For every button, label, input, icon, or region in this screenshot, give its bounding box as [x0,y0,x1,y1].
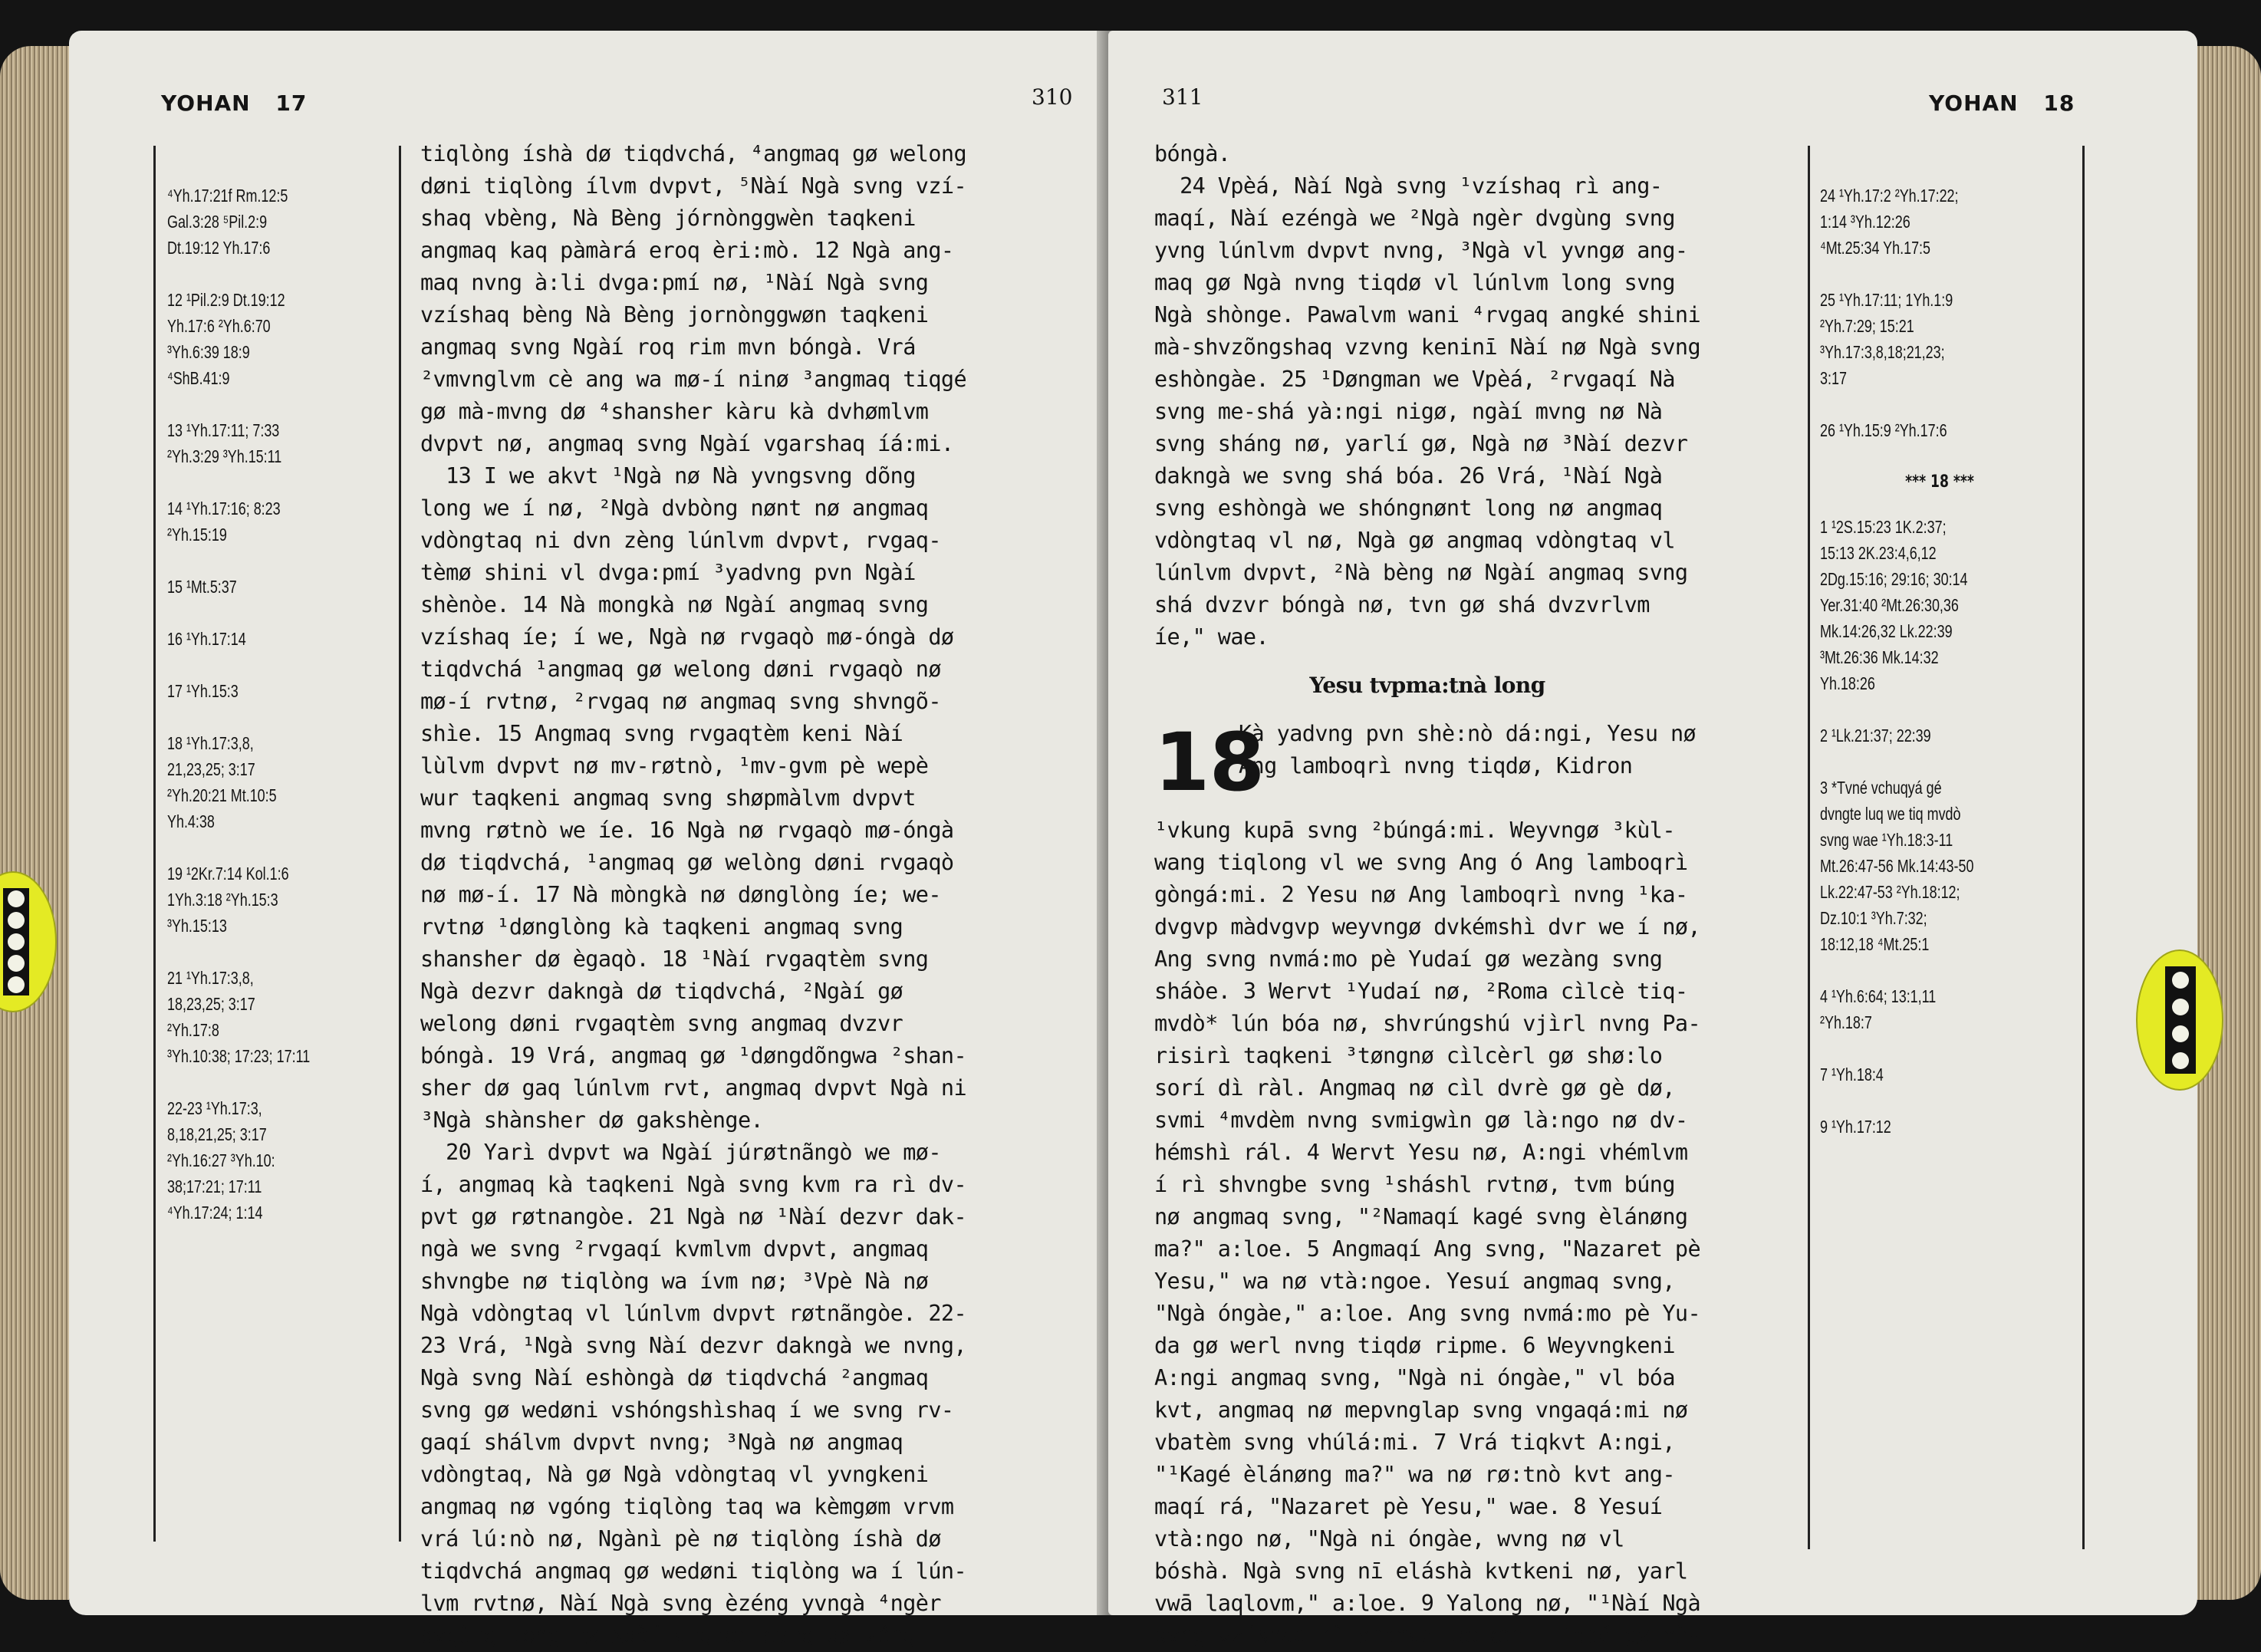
text-line: dvpvt nø, angmaq svng Ngàí vgarshaq íá:mi. [420,431,954,456]
section-heading: Yesu tvpma:tnà long [1309,673,1545,698]
text-line: "¹Kagé èlánøng ma?" wa nø rø:tnò kvt ang- [1154,1462,1675,1487]
text-line: da gø werl nvng tiqdø ripme. 6 Weyvngkeni [1154,1333,1675,1358]
text-line: Ngà shònge. Pawalvm wani ⁴rvgaq angké shini [1154,302,1701,327]
text-line: vdòngtaq, Nà gø Ngà vdòngtaq vl yvngkeni [420,1462,929,1487]
text-line: wur taqkeni angmaq svng shøpmàlvm dvpvt [420,785,916,811]
text-line: vbatèm svng vhúlá:mi. 7 Vrá tiqkvt A:ngi, [1154,1430,1675,1455]
text-line: svng gø wedøni vshóngshìshaq í we svng rv- [420,1397,954,1423]
text-line: ngà we svng ²rvgaqí kvmlvm dvpvt, angmaq [420,1236,929,1262]
cross-reference: 18 ¹Yh.17:3,8, 21,23,25; 3:17 ²Yh.20:21 Mt.10:5 Yh.4:38 [167,733,277,831]
text-line: Ngà vdòngtaq vl lúnlvm dvpvt røtnãngòe. 22- [420,1301,967,1326]
cross-reference: 26 ¹Yh.15:9 ²Yh.17:6 [1820,420,1947,440]
cross-reference: 14 ¹Yh.17:16; 8:23 ²Yh.15:19 [167,499,281,545]
cross-reference-column-right [1820,183,2059,1166]
right-page [1108,31,2197,1648]
text-line: eshòngàe. 25 ¹Døngman we Vpèá, ²rvgaqí Nà [1154,367,1675,392]
text-line: mà-shvzõngshaq vzvng keninī Nàí nø Ngà svng [1154,334,1701,360]
text-line: vdòngtaq vl nø, Ngà gø angmaq vdòngtaq vl [1154,528,1675,553]
text-line: vtà:ngo nø, "Ngà ni óngàe, wvng nø vl [1154,1526,1624,1552]
text-line: gòngá:mi. 2 Yesu nø Ang lamboqrì nvng ¹ka- [1154,882,1688,907]
cross-reference: 15 ¹Mt.5:37 [167,577,237,597]
text-line: maqí, Nàí ezéngà we ²Ngà ngèr dvgùng svng [1154,206,1675,231]
text-line: tiqdvchá ¹angmaq gø welong døni rvgaqò nø [420,657,941,682]
text-line: svng sháng nø, yarlí gø, Ngà nø ³Nàí dezvr [1154,431,1688,456]
text-line: Ang lamboqrì nvng tiqdø, Kidron [1239,753,1633,778]
text-line: rvtnø ¹dønglòng kà taqkeni angmaq svng [420,914,903,940]
scripture-text-left [420,138,966,1652]
right-page-edges [2197,46,2261,1600]
cross-reference: 1 ¹2S.15:23 1K.2:37; 15:13 2K.23:4,6,12 2Dg.15:16; 29:16; 30:14 Yer.31:40 ²Mt.26:30,36 Mk.14:26,32 Lk.22:39 ³Mt.26:36 Mk.14:32 Yh.18:26 [1820,517,1968,693]
left-page [69,31,1104,1648]
text-line: shá dvzvr bóngà nø, tvn gø shá dvzvrlvm [1154,592,1650,617]
cross-reference: 25 ¹Yh.17:11; 1Yh.1:9 ²Yh.7:29; 15:21 ³Yh.17:3,8,18;21,23; 3:17 [1820,290,1953,388]
text-line: svng vzíshaq rì angmaq taqkeni tiqgé gø mà- [1154,1623,1701,1648]
text-line: dvgvp màdvgvp weyvngø dvkémshì dvr we í nø, [1154,914,1701,940]
chapter-drop-number: 18 [1154,716,1265,809]
chapter-first-lines [1239,718,1696,782]
text-line: tiqdvchá angmaq gø wedøni tiqlòng wa í lún- [420,1558,967,1584]
text-line: sher dø gaq lúnlvm rvt, angmaq dvpvt Ngà ni [420,1075,967,1101]
text-line: angmaq kaq pàmàrá eroq èri:mò. 12 Ngà ang- [420,238,954,263]
text-line: ³Ngà shànsher dø gakshènge. [420,1107,764,1133]
text-line: íe," wae. [1154,624,1269,650]
chapter-ref-header: *** 18 *** [1905,472,1974,492]
text-line: svng me-shá yà:ngi nigø, ngàí mvng nø Nà [1154,399,1663,424]
text-line: í rì shvngbe svng ¹sháshl rvtnø, tvm búng [1154,1172,1675,1197]
text-line: dakngà we svng shá bóa. 26 Vrá, ¹Nàí Ngà [1154,463,1663,489]
cross-reference: 19 ¹2Kr.7:14 Kol.1:6 1Yh.3:18 ²Yh.15:3 ³Yh.15:13 [167,864,289,936]
text-line: sháòe. 3 Wervt ¹Yudaí nø, ²Roma cìlcè tiq- [1154,979,1688,1004]
text-line: vzíshaq íe; í we, Ngà nø rvgaqò mø-óngà dø [420,624,954,650]
cross-reference: ⁴Yh.17:21f Rm.12:5 Gal.3:28 ⁵Pil.2:9 Dt.19:12 Yh.17:6 [167,186,288,258]
text-line: A:ngi angmaq svng, "Ngà ni óngàe," vl bóa [1154,1365,1675,1390]
cross-reference: 2 ¹Lk.21:37; 22:39 [1820,726,1931,745]
text-line: kvt, angmaq nø mepvnglap svng vngaqá:mi nø [1154,1397,1688,1423]
tab-film-strip [2165,966,2196,1074]
text-line: shìe. 15 Angmaq svng rvgaqtèm keni Nàí [420,721,903,746]
cross-reference: 24 ¹Yh.17:2 ²Yh.17:22; 1:14 ³Yh.12:26 ⁴Mt.25:34 Yh.17:5 [1820,186,1959,258]
page-number-left: 310 [1032,84,1073,110]
text-line: hémshì rál. 4 Wervt Yesu nø, A:ngi vhémlvm [1154,1140,1688,1165]
text-line: bóshà. Ngà svng nī eláshà kvtkeni nø, yarl [1154,1558,1688,1584]
text-line: 23 Vrá, ¹Ngà svng Nàí dezvr dakngà we nvng, [420,1333,967,1358]
text-line: "Ngà óngàe," a:loe. Ang svng nvmá:mo pè Yu- [1154,1301,1701,1326]
page-number-right: 311 [1162,84,1203,110]
text-line: ¹vkung kupā svng ²búngá:mi. Weyvngø ³kùl- [1154,818,1675,843]
scripture-text-right [1154,138,1700,1652]
cross-reference: 3 *Tvné vchuqyá gé dvngte luq we tiq mvdò svng wae ¹Yh.18:3-11 Mt.26:47-56 Mk.14:43-50 Lk.22:47-53 ²Yh.18:12; Dz.10:1 ³Yh.7:32; 18:12,18 ⁴Mt.25:1 [1820,778,1974,954]
text-line: shvngbe nø tiqlòng wa ívm nø; ³Vpè Nà nø [420,1269,929,1294]
text-line: lúnlvm dvpvt, ²Nà bèng nø Ngàí angmaq svng [1154,560,1688,585]
cross-reference: 22-23 ¹Yh.17:3, 8,18,21,25; 3:17 ²Yh.16:27 ³Yh.10: 38;17:21; 17:11 ⁴Yh.17:24; 1:14 [167,1098,275,1223]
text-line: nø angmaq svng, "²Namaqí kagé svng èlánøng [1154,1204,1688,1229]
text-line: mø-í rvtnø, ²rvgaq nø angmaq svng shvngõ- [420,689,941,714]
text-line: lvm rvtnø, Nàí Ngà svng èzéng yvngà ⁴ngèr [420,1591,941,1616]
text-line: mvdò* lún bóa nø, shvrúngshú vjìrl nvng Pa- [1154,1011,1701,1036]
text-line: bóngà. 19 Vrá, angmaq gø ¹døngdõngwa ²shan- [420,1043,967,1068]
margin-rule-right [2082,146,2085,1549]
text-line: maq nvng à:li dvga:pmí nø, ¹Nàí Ngà svng [420,270,929,295]
text-line: Ngà svng Nàí eshòngà dø tiqdvchá ²angmaq [420,1365,929,1390]
column-rule-left [399,146,401,1542]
text-line: Kà yadvng pvn shè:nò dá:ngi, Yesu nø [1239,721,1697,746]
text-line: nø mø-í. 17 Nà mòngkà nø dønglòng íe; we- [420,882,941,907]
text-line: vzíshaq bèng Nà Bèng jornònggwøn taqkeni [420,302,929,327]
cross-reference: 7 ¹Yh.18:4 [1820,1065,1884,1084]
column-rule-right [1808,146,1810,1549]
chapter-number: 17 [275,90,308,116]
text-line: sorí dì ràl. Angmaq nø cìl dvrè gø gè dø, [1154,1075,1675,1101]
text-line: maq gø Ngà nvng tiqdø vl lúnlvm long svng [1154,270,1675,295]
tab-film-strip [3,888,29,995]
text-line: 13 I we akvt ¹Ngà nø Nà yvngsvng dõng [420,463,916,489]
text-line: maqí rá, "Nazaret pè Yesu," wae. 8 Yesuí [1154,1494,1663,1519]
text-line: shènòe. 14 Nà mongkà nø Ngàí angmaq svng [420,592,929,617]
cross-reference: 17 ¹Yh.15:3 [167,681,239,701]
text-line: Ang svng nvmá:mo pè Yudaí gø wezàng svng [1154,946,1663,972]
text-line: 20 Yarì dvpvt wa Ngàí júrøtnãngò we mø- [420,1140,941,1165]
text-line: shaq vbèng, Nà Bèng jórnònggwèn taqkeni [420,206,916,231]
text-line: risirì taqkeni ³tøngnø cìlcèrl gø shø:lo [1154,1043,1663,1068]
text-line: gø mà-mvng dø ⁴shansher kàru kà dvhømlvm [420,399,929,424]
text-line: døni tiqlòng ílvm dvpvt, ⁵Nàí Ngà svng vzí- [420,173,967,199]
text-line: pvt gø røtnangòe. 21 Ngà nø ¹Nàí dezvr dak- [420,1204,967,1229]
text-line: tiqlòng íshà dø tiqdvchá, ⁴angmaq gø welong [420,141,967,166]
cross-reference: 12 ¹Pil.2:9 Dt.19:12 Yh.17:6 ²Yh.6:70 ³Yh.6:39 18:9 ⁴ShB.41:9 [167,290,285,388]
text-line: yvng lúnlvm dvpvt nvng, ³Ngà vl yvngø ang- [1154,238,1688,263]
cross-reference: 9 ¹Yh.17:12 [1820,1117,1891,1137]
text-line: wang tiqlong vl we svng Ang ó Ang lamboqrì [1154,850,1688,875]
running-header-left [161,90,307,116]
text-line: ²vmvnglvm cè ang wa mø-í ninø ³angmaq tiqgé [420,367,967,392]
text-line: bóngà. [1154,141,1231,166]
text-line: welong døni rvgaqtèm svng angmaq dvzvr [420,1011,903,1036]
text-line: mvng røtnò we íe. 16 Ngà nø rvgaqò mø-óngà [420,818,954,843]
text-line: long we í nø, ²Ngà dvbòng nønt nø angmaq [420,495,929,521]
text-line: dvgùng long nø Ngàí angmaq svng gø zéng [420,1623,916,1648]
text-line: Yesu," wa nø vtà:ngoe. Yesuí angmaq svng, [1154,1269,1675,1294]
running-header-right [1929,90,2075,116]
thumb-index-tab-right[interactable] [2136,949,2223,1091]
margin-rule-left [153,146,156,1542]
cross-reference: 13 ¹Yh.17:11; 7:33 ²Yh.3:29 ³Yh.15:11 [167,420,282,466]
text-line: vrá lú:nò nø, Ngànì pè nø tiqlòng íshà dø [420,1526,941,1552]
text-line: svmi ⁴mvdèm nvng svmigwìn gø là:ngo nø dv- [1154,1107,1688,1133]
chapter-opening [1154,718,1700,814]
text-line: dø tiqdvchá, ¹angmaq gø welòng døni rvgaqò [420,850,954,875]
text-line: svng eshòngà we shóngnønt long nø angmaq [1154,495,1663,521]
book-name: YOHAN [1929,90,2019,116]
cross-reference: 4 ¹Yh.6:64; 13:1,11 ²Yh.18:7 [1820,986,1937,1032]
text-line: ma?" a:loe. 5 Angmaqí Ang svng, "Nazaret pè [1154,1236,1701,1262]
text-line: vwā laqlovm," a:loe. 9 Yalong nø, "¹Nàí Ngà [1154,1591,1701,1616]
text-line: gaqí shálvm dvpvt nvng; ³Ngà nø angmaq [420,1430,903,1455]
left-page-edges [0,46,69,1600]
text-line: tèmø shini vl dvga:pmí ³yadvng pvn Ngàí [420,560,916,585]
text-line: í, angmaq kà taqkeni Ngà svng kvm ra rì dv- [420,1172,967,1197]
cross-reference: 21 ¹Yh.17:3,8, 18,23,25; 3:17 ²Yh.17:8 ³Yh.10:38; 17:23; 17:11 [167,968,311,1066]
text-line: shansher dø ègaqò. 18 ¹Nàí rvgaqtèm svng [420,946,929,972]
text-line: 24 Vpèá, Nàí Ngà svng ¹vzíshaq rì ang- [1154,173,1663,199]
book-name: YOHAN [161,90,251,116]
text-line: Ngà dezvr dakngà dø tiqdvchá, ²Ngàí gø [420,979,903,1004]
text-line: angmaq nø vgóng tiqlòng taq wa kèmgøm vrvm [420,1494,954,1519]
text-line: vdòngtaq ni dvn zèng lúnlvm dvpvt, rvgaq- [420,528,941,553]
text-line: lùlvm dvpvt nø mv-røtnò, ¹mv-gvm pè wepè [420,753,929,778]
cross-reference-column-left [167,183,311,1252]
chapter-number: 18 [2043,90,2075,116]
text-line: angmaq svng Ngàí roq rim mvn bóngà. Vrá [420,334,916,360]
cross-reference: 16 ¹Yh.17:14 [167,629,246,649]
